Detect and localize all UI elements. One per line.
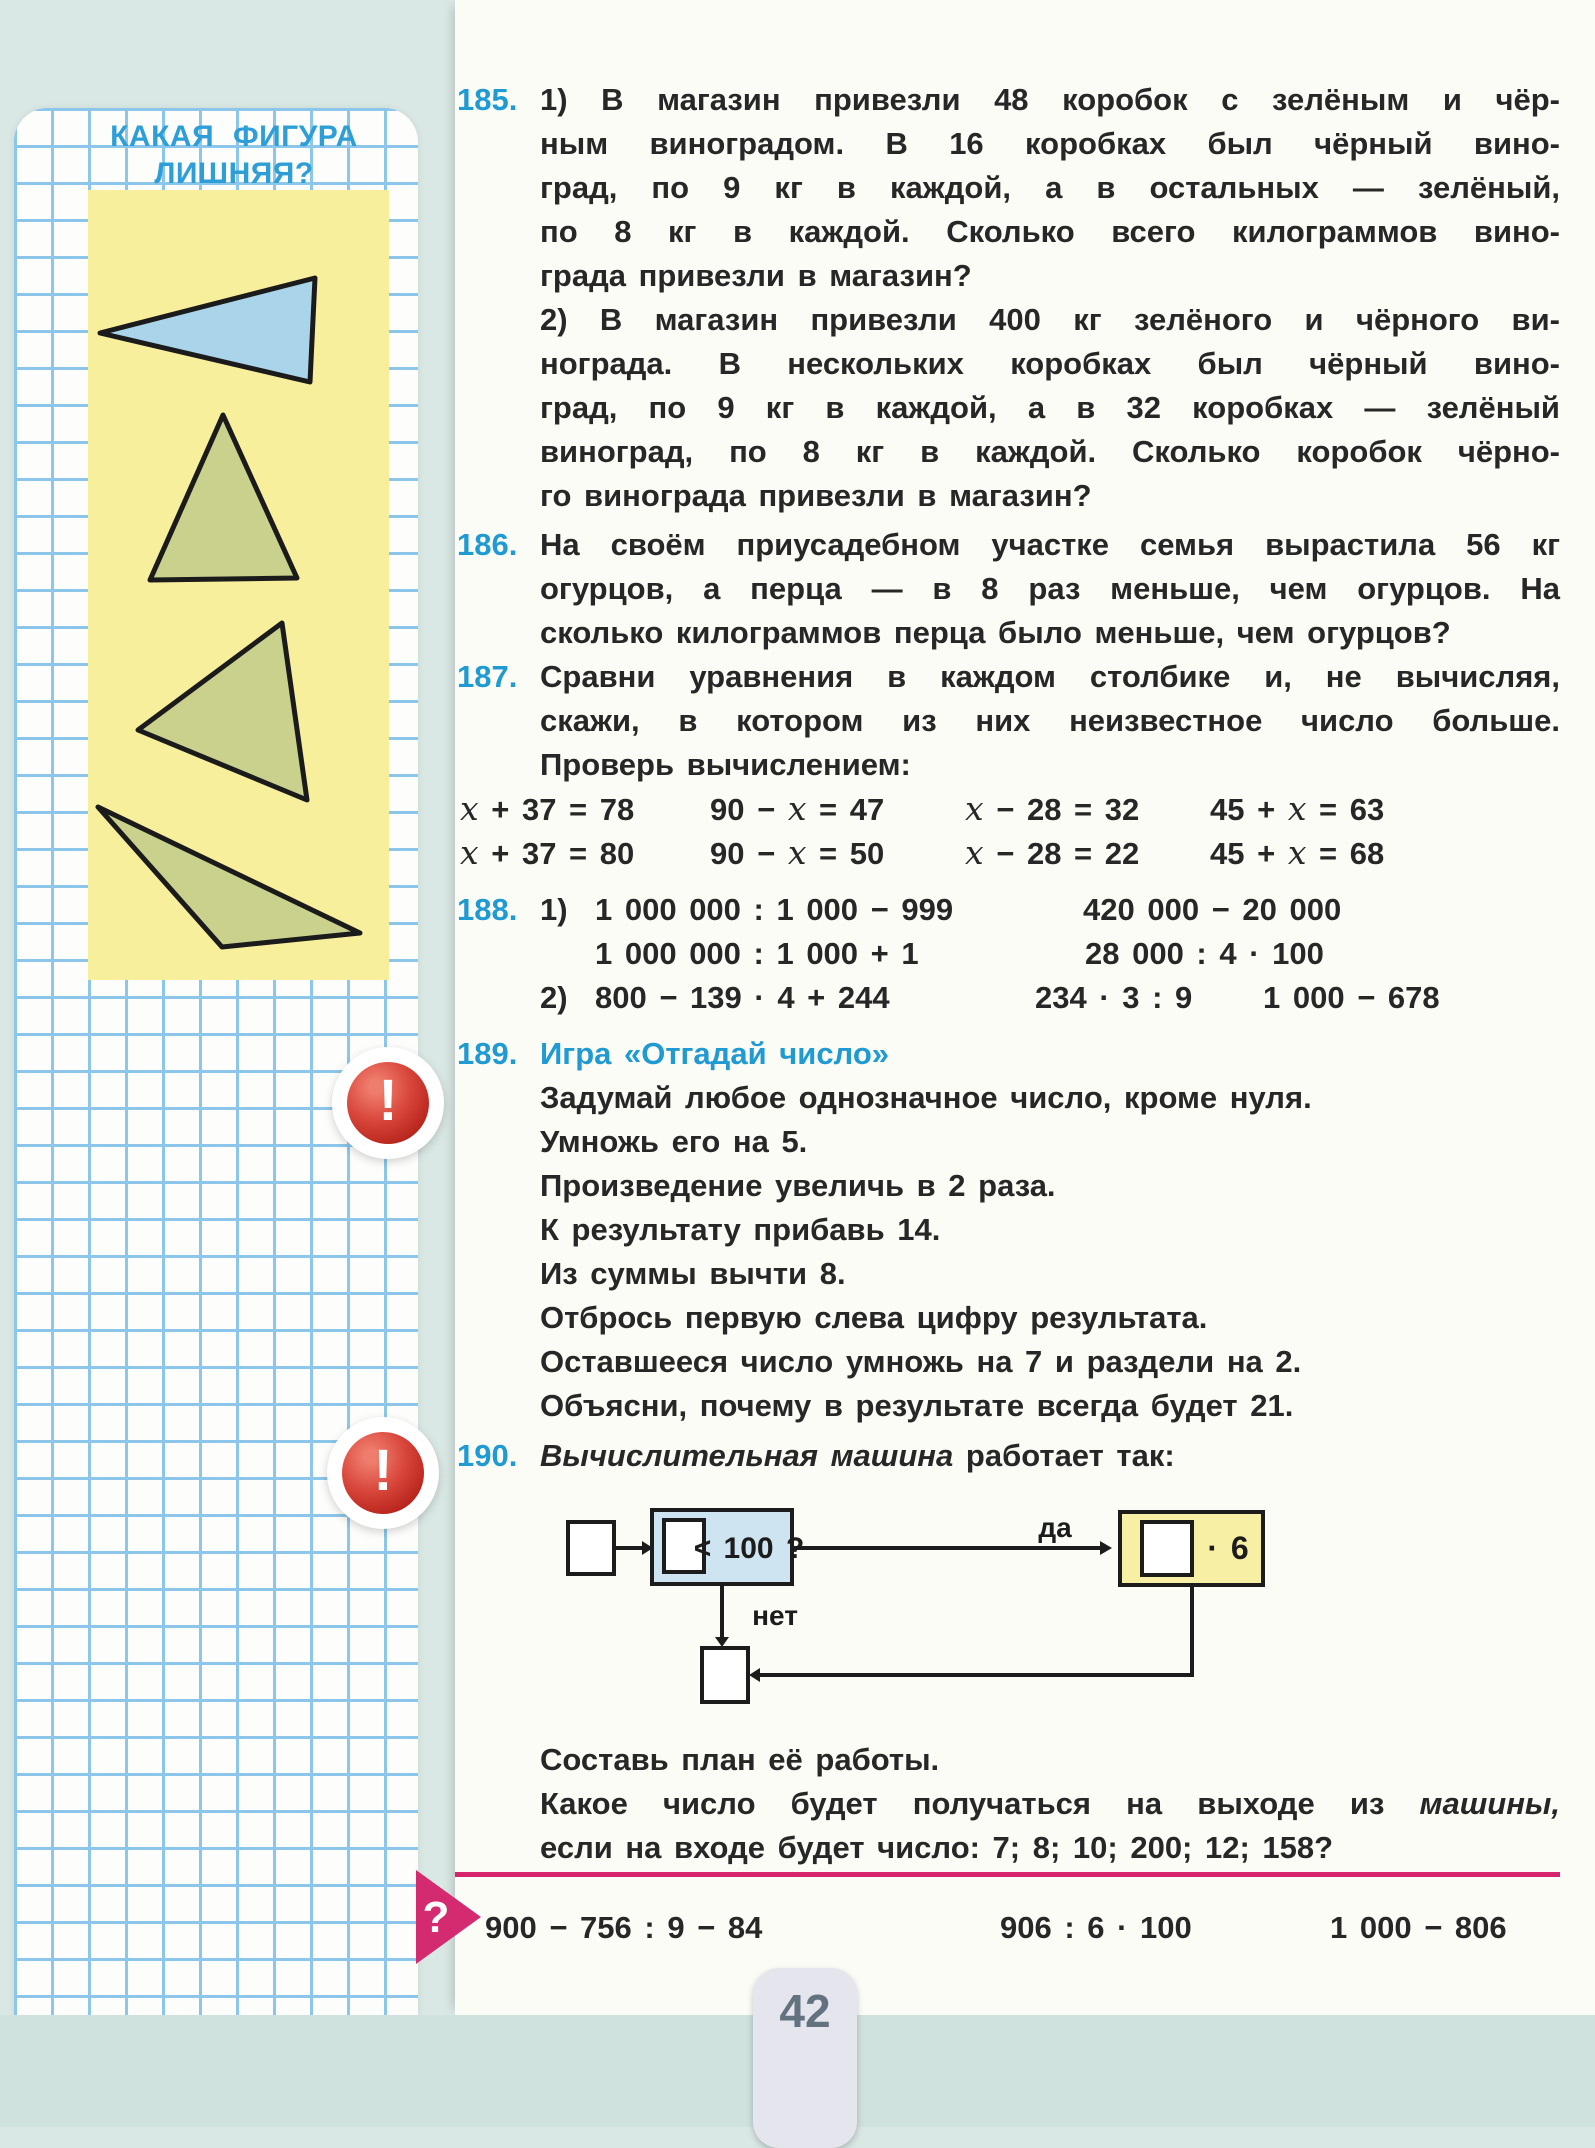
problem-text [540,1032,1560,1428]
game-title: Игра «Отгадай число» [540,1036,890,1071]
equation-row [460,787,1560,831]
footer-exercise: 906 : 6 · 100 [1000,1910,1192,1945]
return-arrow-head [749,1668,760,1682]
expression: 800 − 139 · 4 + 244 [595,980,890,1015]
text-line: Составь план её работы. [540,1742,940,1777]
paragraph [540,78,1560,298]
text-line: если на входе будет число: 7; 8; 10; 200; 12; 158? [540,1830,1334,1865]
equation: x + 37 = 80 [460,833,635,872]
italic-term: машины, [1419,1786,1560,1821]
text-line: скажи, в котором из них неизвестное число больше. [540,703,1560,738]
problem-number: 187. [457,659,518,694]
equations-block [460,787,1560,875]
operation-slot [1142,1522,1192,1575]
problem-text [540,78,1560,518]
text-line: Сравни уравнения в каждом столбике и, не вычисляя, [540,659,1560,694]
figures-panel [88,190,389,980]
text-line: 2) В магазин привезли 400 кг зелёного и чёрного ви- [540,302,1560,337]
item-label: 1) [540,892,568,927]
book-page [455,0,1595,2015]
exclamation-circle: ! [347,1062,429,1144]
paragraph [540,1076,1560,1428]
text-line: Произведение увеличь в 2 раза. [540,1168,1056,1203]
problem-text [540,523,1560,655]
blue-triangle [100,278,315,382]
equation: 90 − x = 50 [710,833,885,872]
equation: x − 28 = 32 [965,789,1140,828]
expression-row [455,976,1560,1020]
footer-exercises [455,1906,1560,1950]
exclamation-circle: ! [342,1432,424,1514]
problem-number: 190. [457,1438,518,1473]
expression: 420 000 − 20 000 [1083,892,1342,927]
text-line: сколько килограммов перца было меньше, чем огурцов? [540,615,1451,650]
expression: 1 000 000 : 1 000 + 1 [595,936,919,971]
sidebar-title [69,118,399,192]
return-line [760,1585,1192,1675]
text-line: К результату прибавь 14. [540,1212,941,1247]
green-triangle-left [138,623,307,800]
text-line: Из суммы вычти 8. [540,1256,846,1291]
no-label: нет [752,1600,798,1631]
text-line: Умножь его на 5. [540,1124,808,1159]
problem-186 [455,523,1560,655]
footer-exercise: 900 − 756 : 9 − 84 [485,1910,763,1945]
problem-185 [455,78,1560,518]
intro-line: Вычислительная машина работает так: [540,1438,1175,1473]
expression-row [455,932,1560,976]
text-line: град, по 9 кг в каждой, а в остальных — зелёный, [540,170,1560,205]
page-number: 42 [779,1985,831,2037]
problem-number: 185. [457,82,518,117]
problem-190-plan [455,1738,1560,1870]
expression: 1 000 − 678 [1263,980,1440,1015]
problem-number: 188. [457,892,518,927]
expression: 234 · 3 : 9 [1035,980,1193,1015]
text-line: Оставшееся число умножь на 7 и раздели на 2. [540,1344,1302,1379]
expression-row [455,888,1560,932]
item-label: 2) [540,980,568,1015]
no-arrow-head [715,1637,729,1647]
output-box [702,1648,748,1702]
text-line: На своём приусадебном участке семья вырастила 56 кг [540,527,1560,562]
problem-187 [455,655,1560,872]
question-mark: ? [422,1893,450,1942]
problem-text [540,1434,1560,1478]
triangles-figure [88,190,389,980]
divider-rule [455,1872,1560,1877]
text-line: града привезли в магазин? [540,258,972,293]
text-line: Какое число будет получаться на выходе из машины, [540,1786,1560,1821]
equation: 90 − x = 47 [710,789,885,828]
text-line: 1) В магазин привезли 48 коробок с зелёным и чёр- [540,82,1560,117]
yes-label: да [1038,1512,1072,1543]
expression: 28 000 : 4 · 100 [1085,936,1324,971]
operation-label: · 6 [1207,1530,1249,1566]
expression: 1 000 000 : 1 000 − 999 [595,892,954,927]
machine-term: Вычислительная машина [540,1438,954,1473]
expressions-block [455,888,1560,1020]
condition-label: < 100 ? [693,1532,805,1565]
input-box [568,1522,614,1574]
problem-text [540,655,1560,787]
equation: 45 + x = 68 [1210,833,1385,872]
footer-exercise: 1 000 − 806 [1330,1910,1507,1945]
text-line: го винограда привезли в магазин? [540,478,1092,513]
yes-arrow-head [1100,1541,1112,1555]
equation: 45 + x = 63 [1210,789,1385,828]
problem-189 [455,1032,1560,1428]
text-line: ным виноградом. В 16 коробках был чёрный вино- [540,126,1560,161]
paragraph [540,298,1560,518]
text-line: Задумай любое однозначное число, кроме нуля. [540,1080,1312,1115]
green-thin-triangle [98,807,360,947]
equation: x − 28 = 22 [965,833,1140,872]
problem-number: 189. [457,1036,518,1071]
plan-text [540,1738,1560,1870]
equation: x + 37 = 78 [460,789,635,828]
problem-190 [455,1434,1560,1478]
problem-number: 186. [457,527,518,562]
page-number-tab [753,1968,857,2148]
text-line: Проверь вычислением: [540,747,911,782]
text-line: огурцов, а перца — в 8 раз меньше, чем огурцов. На [540,571,1560,606]
sidebar-title-line: КАКАЯ ФИГУРА [110,120,358,153]
sidebar-title-line: ЛИШНЯЯ? [154,157,314,190]
text-line: град, по 9 кг в каждой, а в 32 коробках — зелёный [540,390,1560,425]
text-line: Объясни, почему в результате всегда будет 21. [540,1388,1294,1423]
text-line: по 8 кг в каждой. Сколько всего килограммов вино- [540,214,1560,249]
text-line: Отбрось первую слева цифру результата. [540,1300,1208,1335]
text-line: виноград, по 8 кг в каждой. Сколько коробок чёрно- [540,434,1560,469]
exclamation-icon [332,1047,444,1159]
computing-machine-diagram [550,1495,1290,1710]
text-line: нограда. В нескольких коробках был чёрный вино- [540,346,1560,381]
green-triangle-up [150,415,297,580]
question-arrow-icon [413,1868,485,1968]
equation-row [460,831,1560,875]
exclamation-icon [327,1417,439,1529]
